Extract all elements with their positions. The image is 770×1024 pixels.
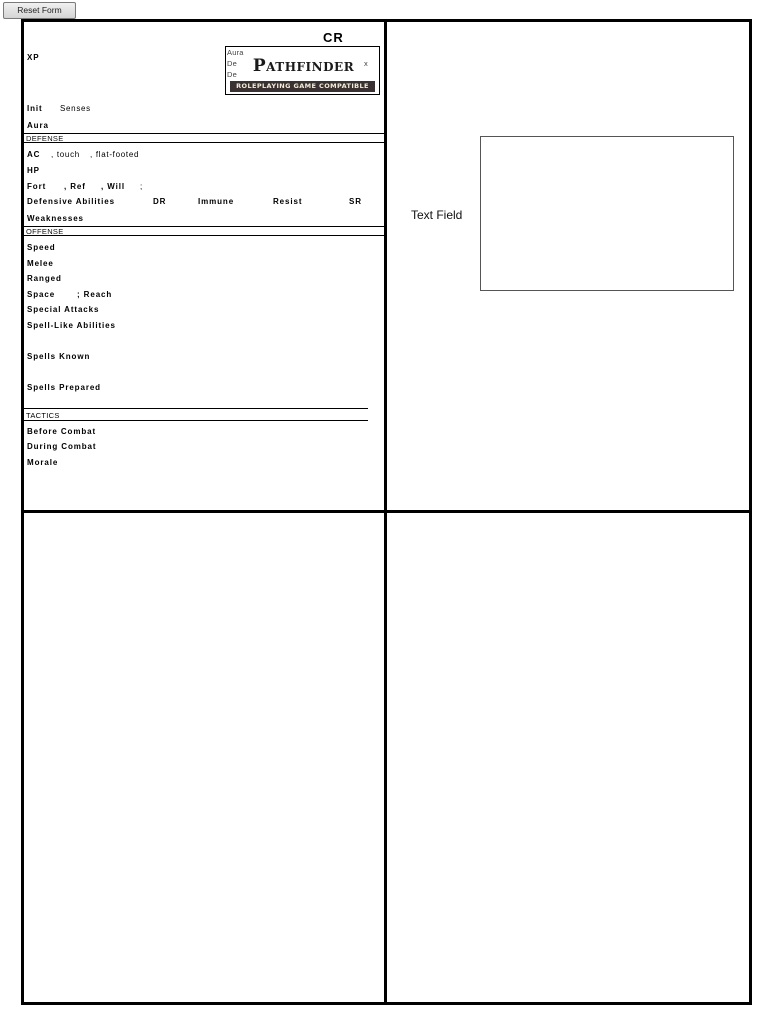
aura-label: Aura [27,121,49,130]
logo-overlap-text: Aura [227,48,244,57]
flat-footed-label: , flat-footed [90,150,140,159]
cr-label: CR [323,30,344,45]
ac-label: AC [27,150,41,159]
reset-form-button[interactable]: Reset Form [3,2,76,19]
offense-header: OFFENSE [24,226,384,236]
dr-label: DR [153,197,167,206]
speed-label: Speed [27,243,56,252]
special-attacks-label: Special Attacks [27,305,100,314]
reach-label: ; Reach [77,290,113,299]
pathfinder-compatible-logo [225,46,380,95]
hp-label: HP [27,166,40,175]
spells-known-label: Spells Known [27,352,91,361]
xp-label: XP [27,53,40,62]
melee-label: Melee [27,259,54,268]
bottom-left-panel [21,510,387,1005]
statblock-panel [21,19,387,513]
immune-label: Immune [198,197,235,206]
text-field-input[interactable] [480,136,734,291]
logo-overlap-text: De [227,59,237,68]
spell-like-abilities-label: Spell-Like Abilities [27,321,116,330]
weaknesses-label: Weaknesses [27,214,84,223]
saves-semicolon: ; [140,182,143,191]
bottom-right-panel [384,510,752,1005]
text-field-label: Text Field [411,208,463,222]
during-combat-label: During Combat [27,442,97,451]
defensive-abilities-label: Defensive Abilities [27,197,115,206]
sr-label: SR [349,197,362,206]
logo-band: ROLEPLAYING GAME COMPATIBLE [230,81,375,92]
logo-overlap-text: De [227,70,237,79]
logo-wordmark: Pathfinder [252,56,355,76]
init-label: Init [27,104,43,113]
defense-header: DEFENSE [24,133,384,143]
morale-label: Morale [27,458,59,467]
senses-label: Senses [60,104,91,113]
resist-label: Resist [273,197,303,206]
logo-overlap-text: x [364,59,368,68]
before-combat-label: Before Combat [27,427,97,436]
spells-prepared-label: Spells Prepared [27,383,101,392]
image-panel [384,19,752,513]
space-label: Space [27,290,56,299]
divider [24,408,368,409]
will-label: , Will [101,182,125,191]
ranged-label: Ranged [27,274,62,283]
touch-label: , touch [51,150,80,159]
ref-label: , Ref [64,182,86,191]
tactics-header: TACTICS [26,411,60,420]
fort-label: Fort [27,182,47,191]
divider [24,420,368,421]
